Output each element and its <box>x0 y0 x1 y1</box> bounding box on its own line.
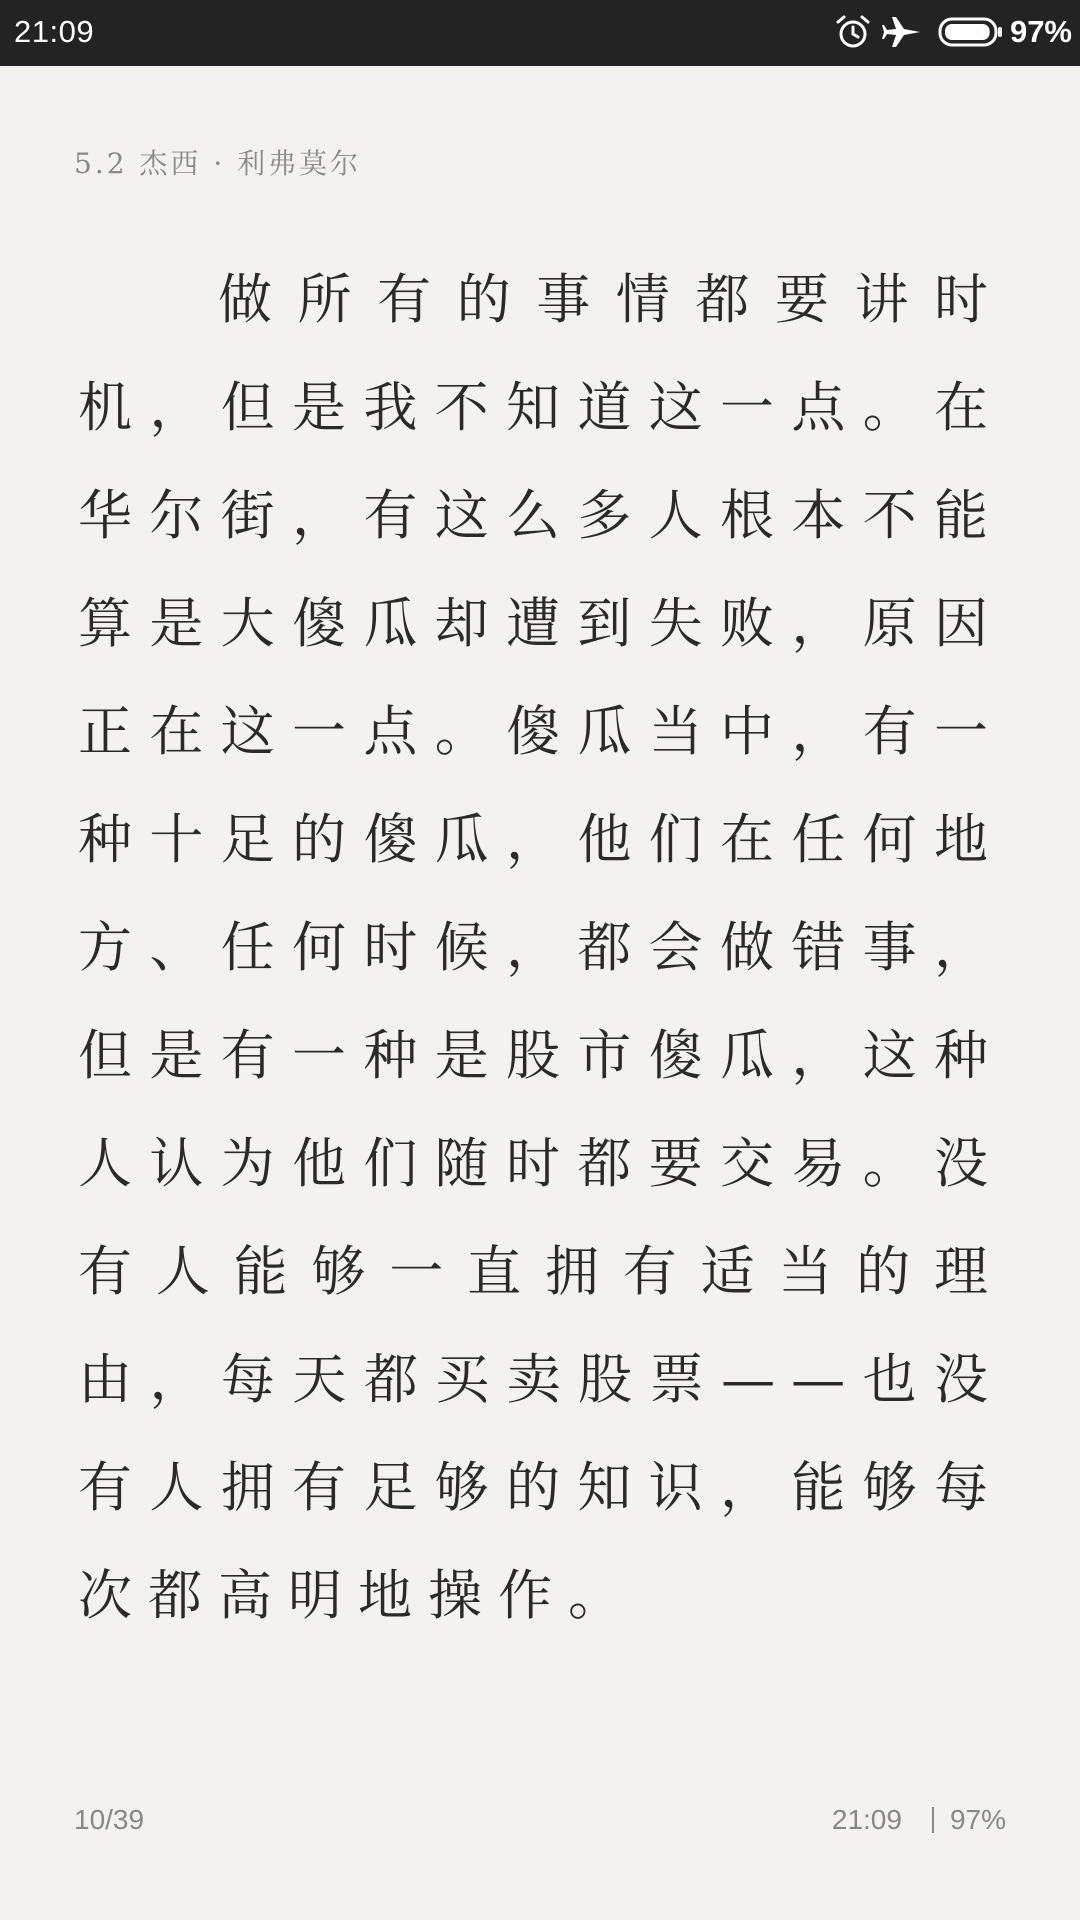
airplane-mode-icon <box>882 14 922 50</box>
reading-paragraph[interactable]: 做所有的事情都要讲时机，但是我不知道这一点。在华尔街，有这么多人根本不能算是大傻瓜却遭到失败，原因正在这一点。傻瓜当中，有一种十足的傻瓜，他们在任何地方、任何时候，都会做错事，但是有一种是股市傻瓜，这种人认为他们随时都要交易。没有人能够一直拥有适当的理由，每天都买卖股票——也没有人拥有足够的知识，能够每次都高明地操作。 <box>78 268 1004 1627</box>
page-counter: 10/39 <box>74 1804 145 1835</box>
footer-time: 21:09 <box>831 1804 902 1835</box>
status-bar <box>0 0 1080 66</box>
battery-icon <box>938 16 1004 48</box>
footer-divider <box>932 1807 934 1833</box>
battery-percent: 97% <box>1009 14 1072 49</box>
alarm-icon <box>834 13 872 51</box>
status-icons <box>834 10 1072 54</box>
footer-status <box>832 1800 1006 1840</box>
footer-battery-percent: 97% <box>949 1804 1006 1835</box>
status-time: 21:09 <box>14 14 95 49</box>
chapter-title: 5.2 杰西 · 利弗莫尔 <box>74 147 362 180</box>
reader-footer <box>74 1800 1006 1840</box>
